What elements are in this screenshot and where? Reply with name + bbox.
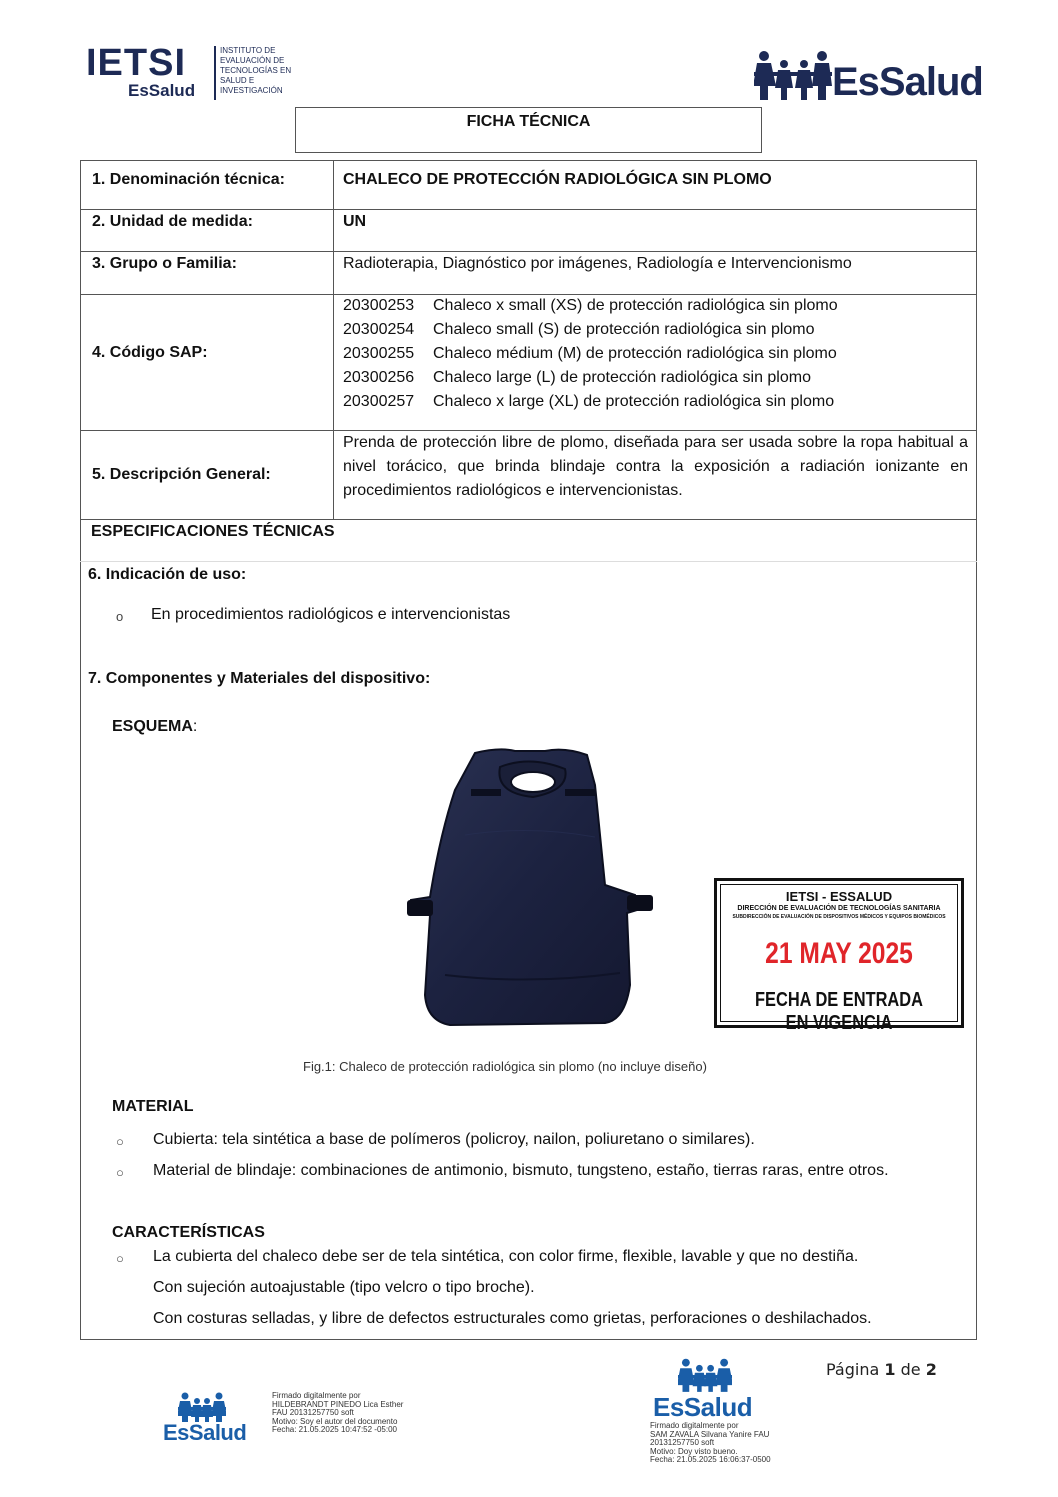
sap-code-item: 20300257 Chaleco x large (XL) de protección radiológica sin plomo <box>343 393 835 410</box>
section-7-heading: 7. Componentes y Materiales del dispositivo: <box>88 670 431 687</box>
row-value-denominacion: CHALECO DE PROTECCIÓN RADIOLÓGICA SIN PLOMO <box>343 171 772 188</box>
figure-caption: Fig.1: Chaleco de protección radiológica sin plomo (no incluye diseño) <box>303 1059 707 1074</box>
bullet-mark: ○ <box>116 1165 124 1180</box>
row-value-descripcion: Prenda de protección libre de plomo, diseñada para ser usada sobre la ropa habitual a nivel torácico, que brinda blindaje contra la exposición a radiación ionizante en procedimientos radiológicos e intervencionistas. <box>343 434 968 499</box>
page-number: Página 1 de 2 <box>826 1360 937 1379</box>
row-value-unidad: UN <box>343 213 367 230</box>
stamp-caption: FECHA DE ENTRADA EN VIGENCIA <box>755 989 923 1034</box>
sap-code-item: 20300253 Chaleco x small (XS) de protección radiológica sin plomo <box>343 297 838 314</box>
ietsi-logo <box>86 44 306 102</box>
caracteristicas-item: Con sujeción autoajustable (tipo velcro o tipo broche). <box>153 1279 535 1296</box>
essalud-signature-wordmark: EsSalud <box>653 1392 753 1422</box>
lead-free-vest-image <box>405 745 655 1030</box>
stamp-subdirection: SUBDIRECCIÓN DE EVALUACIÓN DE DISPOSITIVOS MÉDICOS Y EQUIPOS BIOMÉDICOS <box>732 914 946 920</box>
stamp-direction: DIRECCIÓN DE EVALUACIÓN DE TECNOLOGÍAS SANITARIA <box>737 905 941 912</box>
stamp-date: 21 MAY 2025 <box>765 937 913 970</box>
table-rule <box>80 294 977 295</box>
stamp-org: IETSI - ESSALUD <box>785 889 893 904</box>
caracteristicas-item: Con costuras selladas, y libre de defectos estructurales como grietas, perforaciones o deshilachados. <box>153 1310 872 1327</box>
bullet-mark: ○ <box>116 1251 124 1266</box>
digital-signature-1: Firmado digitalmente por HILDEBRANDT PINEDO Lica Esther FAU 20131257750 soft Motivo: Soy el autor del documento Fecha: 21.05.2025 10:47:52 -05:00 <box>272 1391 404 1434</box>
sap-code-item: 20300254 Chaleco small (S) de protección radiológica sin plomo <box>343 321 815 338</box>
section-6-heading: 6. Indicación de uso: <box>88 566 247 583</box>
row-label-denominacion: 1. Denominación técnica: <box>92 171 285 188</box>
essalud-signature-logo-icon <box>678 1358 732 1392</box>
material-item: Cubierta: tela sintética a base de polímeros (policroy, nailon, poliuretano o similares). <box>153 1131 755 1148</box>
row-value-grupo: Radioterapia, Diagnóstico por imágenes, Radiología e Intervencionismo <box>343 255 852 272</box>
table-rule <box>80 519 977 520</box>
table-rule <box>80 160 977 161</box>
essalud-logo <box>752 48 982 104</box>
specs-heading: ESPECIFICACIONES TÉCNICAS <box>91 523 335 540</box>
essalud-signature-logo-icon <box>178 1392 226 1422</box>
ietsi-essalud-wordmark: EsSalud <box>128 81 196 100</box>
essalud-wordmark: EsSalud <box>832 60 983 104</box>
document-title: FICHA TÉCNICA <box>466 113 591 130</box>
material-item: Material de blindaje: combinaciones de antimonio, bismuto, tungsteno, estaño, tierras raras, entre otros. <box>153 1162 889 1179</box>
ietsi-wordmark: IETSI <box>86 42 187 84</box>
family-figures-icon <box>754 50 832 102</box>
bullet-mark: ○ <box>116 1134 124 1149</box>
esquema-heading: ESQUEMA: <box>112 718 198 735</box>
table-rule <box>80 251 977 252</box>
table-column-rule <box>333 160 334 519</box>
table-rule <box>80 561 977 562</box>
row-label-grupo: 3. Grupo o Familia: <box>92 255 237 272</box>
row-label-unidad: 2. Unidad de medida: <box>92 213 253 230</box>
caracteristicas-item: La cubierta del chaleco debe ser de tela sintética, con color firme, flexible, lavable y que no destiña. <box>153 1248 859 1265</box>
title-box <box>295 107 762 153</box>
row-label-descripcion: 5. Descripción General: <box>92 466 271 483</box>
vigencia-stamp <box>714 878 964 1034</box>
sap-code-item: 20300256 Chaleco large (L) de protección radiológica sin plomo <box>343 369 811 386</box>
logo-divider <box>214 46 216 100</box>
caracteristicas-heading: CARACTERÍSTICAS <box>112 1224 265 1241</box>
table-rule <box>80 209 977 210</box>
ietsi-institute-name: INSTITUTO DE EVALUACIÓN DE TECNOLOGÍAS EN SALUD E INVESTIGACIÓN <box>220 46 292 95</box>
section-6-item: En procedimientos radiológicos e intervencionistas <box>151 606 511 623</box>
row-label-sap: 4. Código SAP: <box>92 344 208 361</box>
sap-code-item: 20300255 Chaleco médium (M) de protección radiológica sin plomo <box>343 345 837 362</box>
material-heading: MATERIAL <box>112 1098 194 1115</box>
digital-signature-2: Firmado digitalmente por SAM ZAVALA Silvana Yanire FAU 20131257750 soft Motivo: Doy visto bueno. Fecha: 21.05.2025 16:06:37-0500 <box>650 1421 771 1464</box>
bullet-mark: o <box>116 609 124 624</box>
essalud-signature-wordmark: EsSalud <box>163 1420 247 1445</box>
